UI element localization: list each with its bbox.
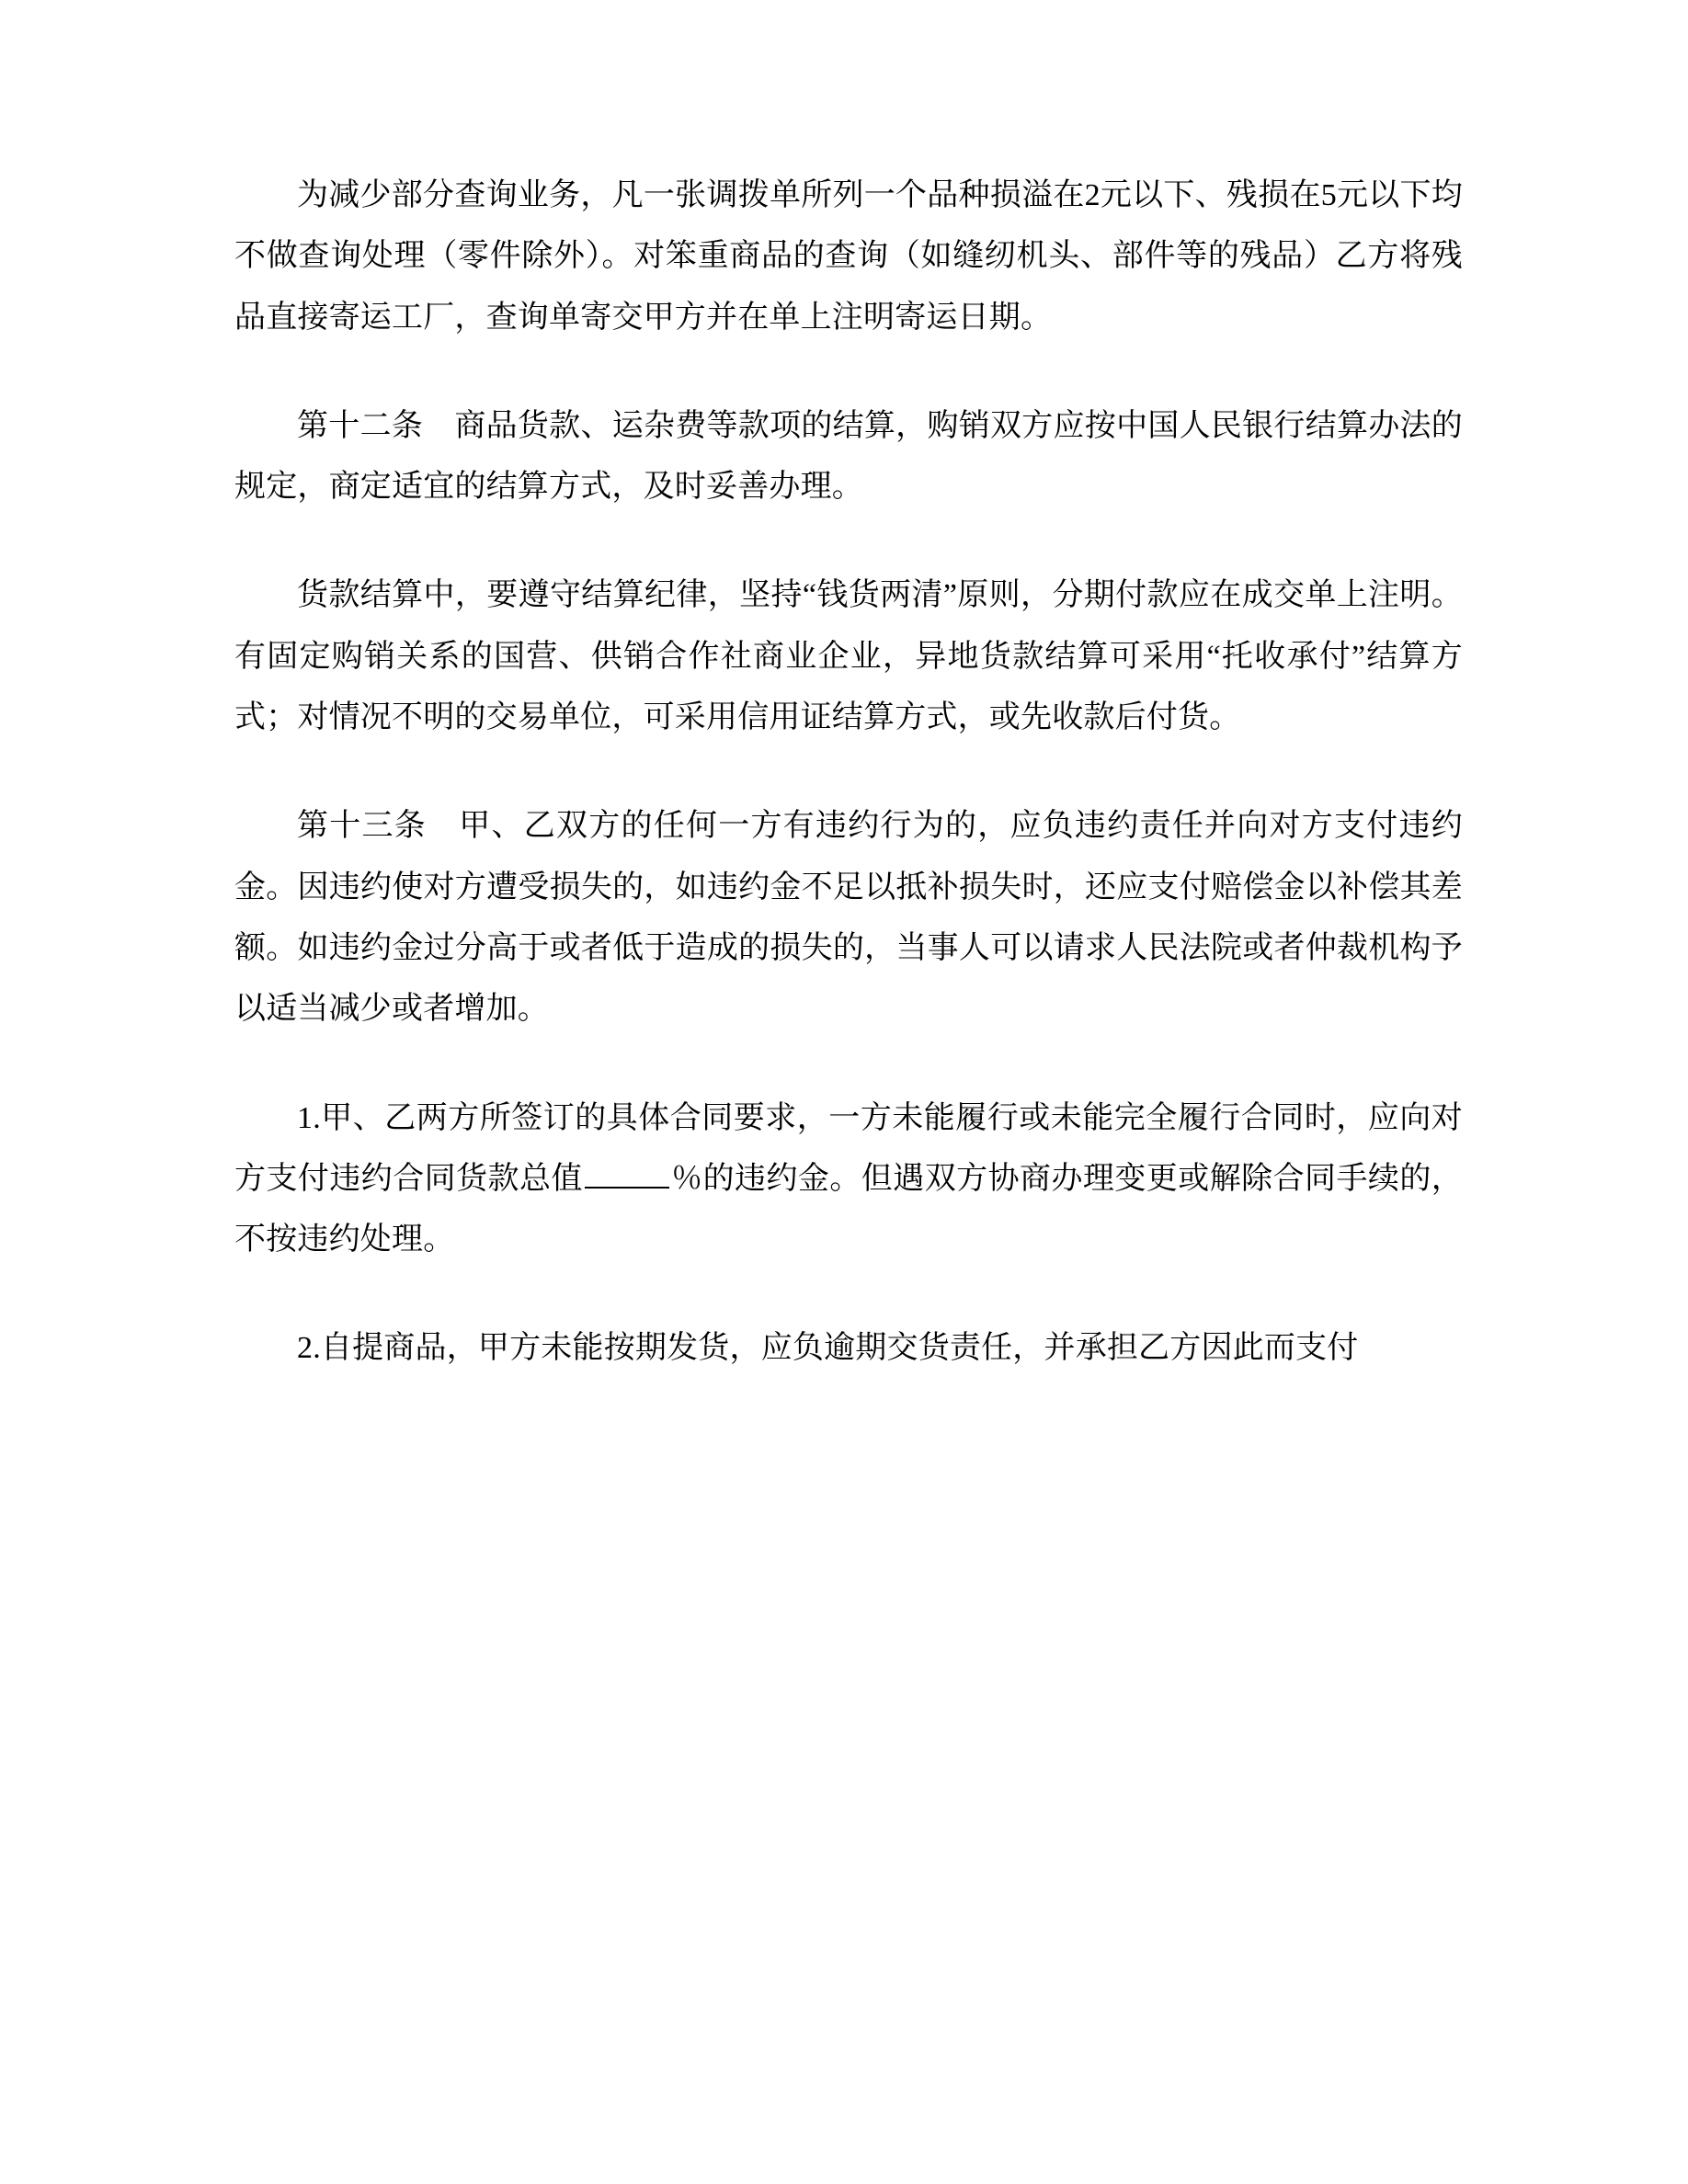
- item-1-text-after-blank: ％的违约金。但遇双方协商办理变更或解除合同手续的，不按违约处理。: [234, 1161, 1463, 1257]
- fill-in-blank-percent: [585, 1155, 669, 1189]
- item-1-text-before-blank: 1.甲、乙两方所签订的具体合同要求，一方未能履行或未能完全履行合同时，应向对方支付违约合同货款总值: [234, 1100, 1463, 1196]
- paragraph-settlement-discipline: 货款结算中，要遵守结算纪律，坚持“钱货两清”原则，分期付款应在成交单上注明。有固定购销关系的国营、供销合作社商业企业，异地货款结算可采用“托收承付”结算方式；对情况不明的交易单位，可采用信用证结算方式，或先收款后付货。: [234, 578, 1463, 735]
- paragraph-item-2: 2.自提商品，甲方未能按期发货，应负逾期交货责任，并承担乙方因此而支付: [297, 1331, 1359, 1366]
- paragraph-item-1: [234, 1088, 1463, 1271]
- paragraph-article-12: 第十二条 商品货款、运杂费等款项的结算，购销双方应按中国人民银行结算办法的规定，商定适宜的结算方式，及时妥善办理。: [234, 408, 1463, 505]
- paragraph-inquiry-reduction: 为减少部分查询业务，凡一张调拨单所列一个品种损溢在2元以下、残损在5元以下均不做查询处理（零件除外）。对笨重商品的查询（如缝纫机头、部件等的残品）乙方将残品直接寄运工厂，查询单寄交甲方并在单上注明寄运日期。: [234, 178, 1463, 335]
- document-body: [234, 165, 1463, 1380]
- paragraph-article-13: 第十三条 甲、乙双方的任何一方有违约行为的，应负违约责任并向对方支付违约金。因违约使对方遭受损失的，如违约金不足以抵补损失时，还应支付赔偿金以补偿其差额。如违约金过分高于或者低于造成的损失的，当事人可以请求人民法院或者仲裁机构予以适当减少或者增加。: [234, 809, 1463, 1027]
